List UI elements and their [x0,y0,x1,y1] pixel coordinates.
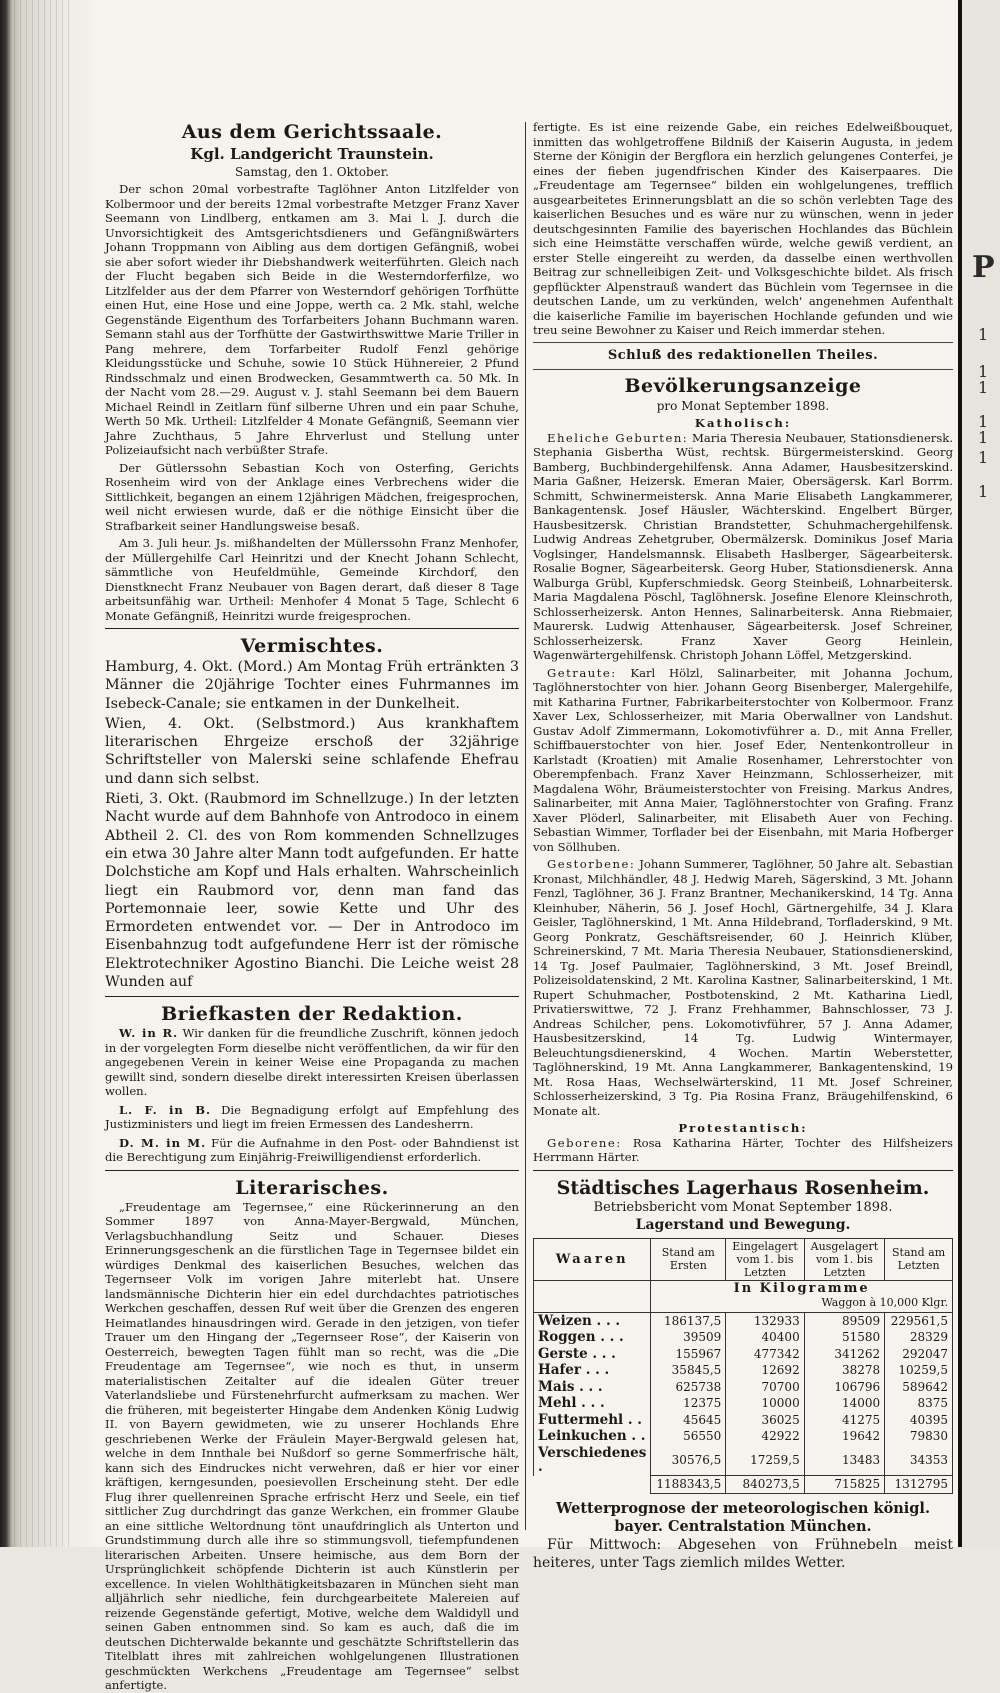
cell-end: 8375 [885,1395,953,1412]
literary-review: „Freudentage am Tegernsee,“ eine Rückerinnerung an den Sommer 1897 von Anna-Mayer-Bergwald, München, Verlagsbuchhandlung Seitz und Schauer. Dieses Erinnerungsgeschenk an die fürstlichen Tage in Tegernsee bildet ein würdiges Denkmal des kaiserlichen Besuches, welchen das Tegernseer Volk im vorigen Jahre miterlebt hat. Unsere landsmännische Dichterin hier ein edel durchdachtes patriotisches Werkchen geschaffen, dessen Ruf weit über die Grenzen des engeren Heimatlandes hinausdringen wird. Gerade in den jetzigen, von tiefer Trauer um den Hingang der „Tegernseer Rose“, der Kaiserin von Oesterreich, bewegten Tagen fühlt man so recht, was die „Die Freudentage am Tegernsee“, wie noch es thut, in unserm materialistischen Zeitalter auf die idealen Güter treuer Vaterlandsliebe und Fürstenehrfurcht aufmerksam zu machen. Wer die früheren, mit begeisterter Hingabe dem Andenken König Ludwig II. von Bayern gewidmeten, wie zu unserer Hochlands Ehre geschriebenen Werke der Fräulein Mayer-Bergwald gelesen hat, welche in dem Innthale bei Nußdorf so gerne Sommerfrische hält, kann sich des Eindruckes nicht verwehren, daß er hier vor einer kräftigen, kerngesunden, poesievollen Erscheinung steht. Der edle Flug ihrer quellenreinen Sprache erfrischt Herz und Seele, ein tief sittlicher Zug durchdringt das ganze Werkchen, ein frommer Glaube an eine sittliche Weltordnung tönt unaufdringlich als Unterton und Grundstimmung durch alle ihre so stimmungsvoll, tiefempfundenen literarischen Arbeiten. Unsere heimische, aus dem Born der Ursprünglichkeit schöpfende Dichterin ist auch Künstlerin per excellence. In vielen Wohlthätigkeitsbazaren in München sieht man alljährlich sehr niedliche, fein durchgearbeitete Malereien auf reizende Gegenstände gefertigt, Motive, welche dem Waldidyll und seinen Gaben entnommen sind. So kam es auch, daß die im deutschen Dichterwalde bekannte und geschätzte Schriftstellerin das Titelblatt ihres mit zahlreichen wohlgelungenen Illustrationen geschmückten Werkchens „Freudentage am Tegernsee“ selbst anfertigte. [105,1199,519,1693]
cell-out: 13483 [804,1445,884,1476]
deaths-label: Gestorbene: [547,857,636,871]
cell-in: 17259,5 [726,1445,804,1476]
column-divider [525,122,526,1530]
unit-title: In Kilogramme [733,1280,870,1296]
cell-in: 40400 [726,1329,804,1346]
cell-end: 10259,5 [885,1362,953,1379]
col-header-end: Stand am Letzten [885,1238,953,1280]
cell-start: 155967 [651,1346,726,1363]
unit-spacer [534,1280,651,1312]
table-row [534,1329,953,1346]
cell-name: Roggen . . . [534,1329,651,1346]
unit-label [651,1280,953,1312]
mailbox-entry [105,1026,519,1099]
births-paragraph [533,431,953,663]
mailbox-recipient: L. F. in B. [119,1102,212,1117]
col-header-in: Eingelagert vom 1. bis Letzten [726,1238,804,1280]
marriages-label: Getraute: [547,665,617,680]
section-rule [533,1170,953,1171]
cell-name: Gerste . . . [534,1346,651,1363]
cell-in: 12692 [726,1362,804,1379]
section-rule [105,996,519,997]
weather-title: Wetterprognose der meteorologischen königl. bayer. Centralstation München. [556,1499,930,1535]
right-column [533,120,954,1571]
cell-out: 341262 [804,1346,884,1363]
section-rule [533,342,953,343]
left-column [105,120,520,1693]
cell-out: 19642 [804,1428,884,1445]
protestant-heading: Protestantisch: [678,1121,808,1135]
cell-out: 41275 [804,1412,884,1429]
cell-start: 186137,5 [651,1312,726,1329]
cell-end: 28329 [885,1329,953,1346]
deaths-list: Johann Summerer, Taglöhner, 50 Jahre alt. Sebastian Kronast, Milchhändler, 48 J. Hedwig Mareh, Sägerskind, 3 Mt. Johann Fenzl, Taglöhner, 36 J. Franz Brantner, Mechanikerskind, 14 Tg. Anna Kleinhuber, Näherin, 56 J. Josef Hochl, Gärtnergehilfe, 34 J. Klara Geisler, Taglöhnerskind, 1 Mt. Anna Hildebrand, Torfladerskind, 9 Mt. Georg Ponkratz, Geschäftsreisender, 60 J. Heinrich Klüber, Schreinerskind, 7 Mt. Maria Theresia Neubauer, Stationsdienerskind, 14 Tg. Josef Paulmaier, Taglöhnerskind, 3 Mt. Josef Breindl, Polizeisoldatenskind, 2 Mt. Karolina Kastner, Salinarbeiterskind, 1 Mt. Rupert Schuhmacher, Postbotenskind, 2 Mt. Katharina Liedl, Privatierswittwe, 72 J. Franz Frehhammer, Bahnschlosser, 73 J. Andreas Schilcher, pens. Lokomotivführer, 57 J. Anna Adamer, Hausbesitzerskind, 14 Tg. Ludwig Wintermayer, Beleuchtungsdienerskind, 4 Wochen. Martin Weberstetter, Taglöhnerskind, 19 Mt. Anna Langkammerer, Bankagentenskind, 19 Mt. Rosa Haas, Wechselwärterskind, 11 Mt. Josef Schreiner, Schlosserheizerskind, 3 Tg. Pia Rosina Franz, Bräugehilfenskind, 6 Monate alt. [533,857,954,1118]
protestant-births-list: Rosa Katharina Härter, Tochter des Hilfsheizers Herrmann Härter. [533,1135,954,1164]
mailbox-reply: Die Begnadigung erfolgt auf Empfehlung des Justizministers und liegt im freien Ermessen des Landesherrn. [105,1102,519,1132]
table-row [534,1412,953,1429]
end-of-editorial: Schluß des redaktionellen Theiles. [607,347,879,363]
cell-out: 51580 [804,1329,884,1346]
court-case: Der Gütlerssohn Sebastian Koch von Osterfing, Gerichts Rosenheim wird von der Anklage eines Verbrechens wider die Sittlichkeit, begangen an einem 12jährigen Mädchen, freigesprochen, weil nicht erwiesen wurde, daß er die nöthige Einsicht über die Strafbarkeit seiner Handlungsweise besaß. [105,460,519,533]
mailbox-recipient: D. M. in M. [119,1135,207,1150]
cell-end: 589642 [885,1379,953,1396]
gericht-court: Kgl. Landgericht Traunstein. [190,145,434,163]
marriages-paragraph [533,666,953,855]
cell-name: Leinkuchen . . [534,1428,651,1445]
adjacent-page-digit: 1 [978,378,989,397]
protestant-births-label: Geborene: [547,1135,622,1150]
mailbox-reply: Für die Aufnahme in den Post- oder Bahndienst ist die Berechtigung zum Einjährig-Freiwilligendienst erforderlich. [105,1135,520,1165]
cell-start: 625738 [651,1379,726,1396]
adjacent-page-digit: 1 [978,362,989,381]
gericht-date: Samstag, den 1. Oktober. [235,165,389,179]
cell-start: 12375 [651,1395,726,1412]
total-cell: 715825 [804,1476,884,1494]
mailbox-entry [105,1136,519,1165]
book-binding-edge [0,0,92,1547]
news-item: Hamburg, 4. Okt. (Mord.) Am Montag Früh ertränkten 3 Männer die 20jährige Tochter eines Fuhrmannes im Isebeck-Canale; sie entkamen in der Dunkelheit. [105,659,519,712]
mailbox-reply: Wir danken für die freundliche Zuschrift, können jedoch in der vorgelegten Form dieselbe nicht veröffentlichen, da wir für den angegebenen Verein in keiner Weise eine Propaganda zu machen gewillt sind, sondern dieselbe direkt interessirten Kreisen überlassen wollen. [105,1026,519,1099]
table-row [534,1379,953,1396]
cell-name: Futtermehl . . [534,1412,651,1429]
cell-in: 10000 [726,1395,804,1412]
births-list: Maria Theresia Neubauer, Stationsdienersk. Stephania Gisbertha Wüst, rechtsk. Bürgermeisterskind. Georg Bamberg, Buchbindergehilfensk. Anna Adamer, Hausbesitzerskind. Maria Gaßner, Heizersk. Emeran Maier, Obersägersk. Karl Borrm. Schmitt, Schwinermeistersk. Anna Marie Elisabeth Langkammerer, Bankagentensk. Josef Häusler, Wächterskind. Engelbert Bürger, Hausbesitzersk. Christian Brandstetter, Schuhmachergehilfensk. Ludwig Andreas Zehetgruber, Obermälzersk. Dominikus Josef Maria Voglsinger, Handelsmannsk. Elisabeth Haslberger, Sägearbeitersk. Rosalie Bogner, Sägearbeitersk. Georg Huber, Stationsdienersk. Anna Walburga Grübl, Kupferschmiedsk. Georg Steinbeiß, Lohnarbeitersk. Maria Magdalena Pöschl, Taglöhnersk. Josefine Elenore Kleinschroth, Schlosserheizersk. Anton Hennes, Salinarbeitersk. Anna Riebmaier, Maurersk. Ludwig Attenhauser, Sägearbeitersk. Josef Schreiner, Schlosserheizersk. Franz Xaver Georg Heinlein, Wagenwärtergehilfensk. Christoph Johann Löffel, Metzgerskind. [533,430,954,662]
total-spacer [534,1476,651,1494]
gericht-title: Aus dem Gerichtssaale. [181,121,443,143]
adjacent-page-digit: 1 [978,482,989,501]
cell-name: Hafer . . . [534,1362,651,1379]
total-cell: 1188343,5 [651,1476,726,1494]
cell-in: 42922 [726,1428,804,1445]
col-header-out: Ausgelagert vom 1. bis Letzten [804,1238,884,1280]
literarisches-title: Literarisches. [235,1176,389,1199]
cell-in: 132933 [726,1312,804,1329]
births-label: Eheliche Geburten: [547,430,689,445]
mailbox-entry [105,1103,519,1132]
cell-out: 38278 [804,1362,884,1379]
briefkasten-title: Briefkasten der Redaktion. [161,1003,463,1026]
total-cell: 840273,5 [726,1476,804,1494]
cell-in: 477342 [726,1346,804,1363]
section-rule [533,369,953,370]
table-row [534,1346,953,1363]
cell-end: 229561,5 [885,1312,953,1329]
weather-forecast: Für Mittwoch: Abgesehen von Frühnebeln meist heiteres, unter Tags ziemlich mildes Wetter. [533,1536,953,1571]
news-item: Rieti, 3. Okt. (Raubmord im Schnellzuge.) In der letzten Nacht wurde auf dem Bahnhofe von Antrodoco in einem Abtheil 2. Cl. des von Rom kommenden Schnellzuges ein etwa 30 Jahre alter Mann todt aufgefunden. Er hatte Dolchstiche am Kopf und Hals erhalten. Wahrscheinlich liegt ein Raubmord vor, denn man fand das Portemonnaie leer, sowie Kette und Uhr des Ermordeten entwendet vor. — Der in Antrodoco im Eisenbahnzug todt aufgefundene Herr ist der römische Elektrotechniker Agostino Bianchi. Die Leiche weist 28 Wunden auf [105,791,519,991]
protestant-births-paragraph [533,1136,953,1165]
section-rule [105,1170,519,1171]
marriages-list: Karl Hölzl, Salinarbeiter, mit Johanna Jochum, Taglöhnerstochter von hier. Johann Georg Bisenberger, Malergehilfe, mit Katharina Furtner, Fabrikarbeiterstochter von Kolbermoor. Franz Xaver Lex, Schlosserheizer, mit Maria Oberwallner von Landshut. Gustav Adolf Zimmermann, Lokomotivführer a. D., mit Anna Freller, Schiffbauerstochter von hier. Josef Eder, Nentenkontrolleur in Karlstadt (Kroatien) mit Amalie Rosenhamer, Lehrerstochter von Oberempfenbach. Franz Xaver Heinzmann, Schlosserheizer, mit Magdalena Wöhr, Bräumeisterstochter von Freising. Markus Andres, Salinarbeiter, mit Anna Maier, Taglöhnerstochter von Grafing. Franz Xaver Plöderl, Salinarbeiter, mit Elisabeth Auer von Feching. Sebastian Wimmer, Torflader bei der Eisenbahn, mit Maria Hofberger von Söllhuben. [533,665,954,854]
court-case: Der schon 20mal vorbestrafte Taglöhner Anton Litzlfelder von Kolbermoor und der bereits 12mal vorbestrafte Metzger Franz Xaver Seemann von Lindlberg, entkamen am 3. Mai l. J. durch die Unvorsichtigkeit des Amtsgerichtsdieners und Gefängnißwärters Johann Troppmann von Aibling aus dem dortigen Gefängniß, wobei sie aber sofort wieder ihr Diebshandwerk weiterführten. Gleich nach der Flucht begaben sich Beide in die Westerndorferfilze, wo Litzlfelder aus der dem Pfarrer von Westerndorf gehörigen Torfhütte einen Hut, eine Hose und eine Joppe, werth ca. 2 Mk. stahl, welche Gegenstände Eigenthum des Torfarbeiters Johann Buchmann waren. Semann stahl aus der Torfhütte der Gastwirthswittwe Marie Triller in Pang mehrere, dem Torfarbeiter Rudolf Fenzl gehörige Kleidungsstücke und Schuhe, sowie 10 Stück Hühnereier, 2 Pfund Rindsschmalz und einen Brodwecken, Gesammtwerth ca. 50 Mk. In der Nacht vom 28.—29. August v. J. stahl Seemann bei dem Bauern Michael Reindl in Zeitlarn fünf silberne Uhren und ein paar Schuhe, Werth 50 Mk. Urtheil: Litzlfelder 4 Monate Gefängniß, Seemann vier Jahre Zuchthaus, 5 Jahre Ehrverlust und Stellung unter Polizeiaufsicht nach verbüßter Strafe. [105,182,519,457]
cell-end: 79830 [885,1428,953,1445]
cell-in: 70700 [726,1379,804,1396]
lagerhaus-subtitle2: Lagerstand und Bewegung. [635,1216,851,1233]
cell-out: 106796 [804,1379,884,1396]
vermischtes-title: Vermischtes. [240,635,384,657]
bevoelkerung-title: Bevölkerungsanzeige [624,375,862,397]
cell-end: 292047 [885,1346,953,1363]
lagerhaus-title: Städtisches Lagerhaus Rosenheim. [556,1176,930,1199]
unit-note: Waggon à 10,000 Klgr. [821,1296,948,1309]
cell-name: Mais . . . [534,1379,651,1396]
table-total-row [534,1476,953,1494]
cell-name: Verschiedenes . [534,1445,651,1476]
cell-start: 30576,5 [651,1445,726,1476]
cell-name: Mehl . . . [534,1395,651,1412]
cell-start: 39509 [651,1329,726,1346]
table-row [534,1312,953,1329]
section-rule [105,628,519,629]
court-case: Am 3. Juli heur. Js. mißhandelten der Müllerssohn Franz Menhofer, der Müllergehilfe Carl Heinritzi und der Knecht Johann Schlecht, sämmtliche von Heufeldmühle, Gemeinde Kirchdorf, den Dienstknecht Franz Neubauer von Bagen derart, daß dieser 8 Tage arbeitsunfähig war. Urtheil: Menhofer 4 Monat 5 Tage, Schlecht 6 Monate Gefängniß, Heinritzi wurde freigesprochen. [105,536,519,623]
deaths-paragraph [533,857,953,1118]
cell-start: 45645 [651,1412,726,1429]
mailbox-recipient: W. in R. [119,1026,179,1041]
unit-row [534,1280,953,1312]
religion-heading: Katholisch: [694,416,792,430]
adjacent-page-glyph: P [972,250,995,285]
table-header-row [534,1238,953,1280]
total-cell: 1312795 [885,1476,953,1494]
table-row [534,1362,953,1379]
cell-out: 89509 [804,1312,884,1329]
cell-end: 40395 [885,1412,953,1429]
table-row [534,1445,953,1476]
col-header-start: Stand am Ersten [651,1238,726,1280]
literary-review-continued: fertigte. Es ist eine reizende Gabe, ein reiches Edelweißbouquet, inmitten das wohlgetroffene Bildniß der Kaiserin Augusta, in jedem Sterne der Königin der Bergflora ein herzlich gelungenes Conterfei, je eines der fieben jugendfrischen Kinder des Kaiserpaares. Die „Freudentage am Tegernsee“ bilden ein wohlgelungenes, trefflich ausgearbeitetes Erinnerungsblatt an die so schön verlebten Tage des kaiserlichen Besuches und es wäre nur zu wünschen, wenn in jeder deutschgesinnten Familie des bayerischen Hochlandes das Büchlein sich eine Heimstätte verschaffen würde, welche gewiß verdient, an erster Stelle eingereiht zu werden, da dasselbe einen werthvollen Beitrag zur schnelleibigen Zeit- und Volksgeschichte bildet. Als frisch gepflückter Alpenstrauß wandert das Büchlein vom Tegernsee in die deutschen Lande, um zu verkünden, welch' angenehmen Aufenthalt die kaiserliche Familie im bayerischen Hochlande gefunden und wie treu seine Bewohner zu Kaiser und Reich immerdar stehen. [533,120,953,337]
adjacent-page-digit: 1 [978,325,989,344]
lagerhaus-subtitle: Betriebsbericht vom Monat September 1898. [593,1199,893,1215]
adjacent-page-digit: 1 [978,448,989,467]
cell-end: 34353 [885,1445,953,1476]
adjacent-page-digit: 1 [978,412,989,431]
adjacent-page-fragment [962,0,1000,1547]
cell-out: 14000 [804,1395,884,1412]
warehouse-table [533,1238,953,1494]
table-row [534,1428,953,1445]
news-item: Wien, 4. Okt. (Selbstmord.) Aus krankhaftem literarischen Ehrgeize erschoß der 32jährige Schriftsteller von Malerski seine schlafende Ehefrau und dann sich selbst. [105,715,519,787]
cell-start: 56550 [651,1428,726,1445]
table-row [534,1395,953,1412]
adjacent-page-digit: 1 [978,428,989,447]
cell-start: 35845,5 [651,1362,726,1379]
col-header-goods: Waaren [534,1238,651,1280]
bevoelkerung-month: pro Monat September 1898. [656,399,830,413]
cell-in: 36025 [726,1412,804,1429]
cell-name: Weizen . . . [534,1312,651,1329]
